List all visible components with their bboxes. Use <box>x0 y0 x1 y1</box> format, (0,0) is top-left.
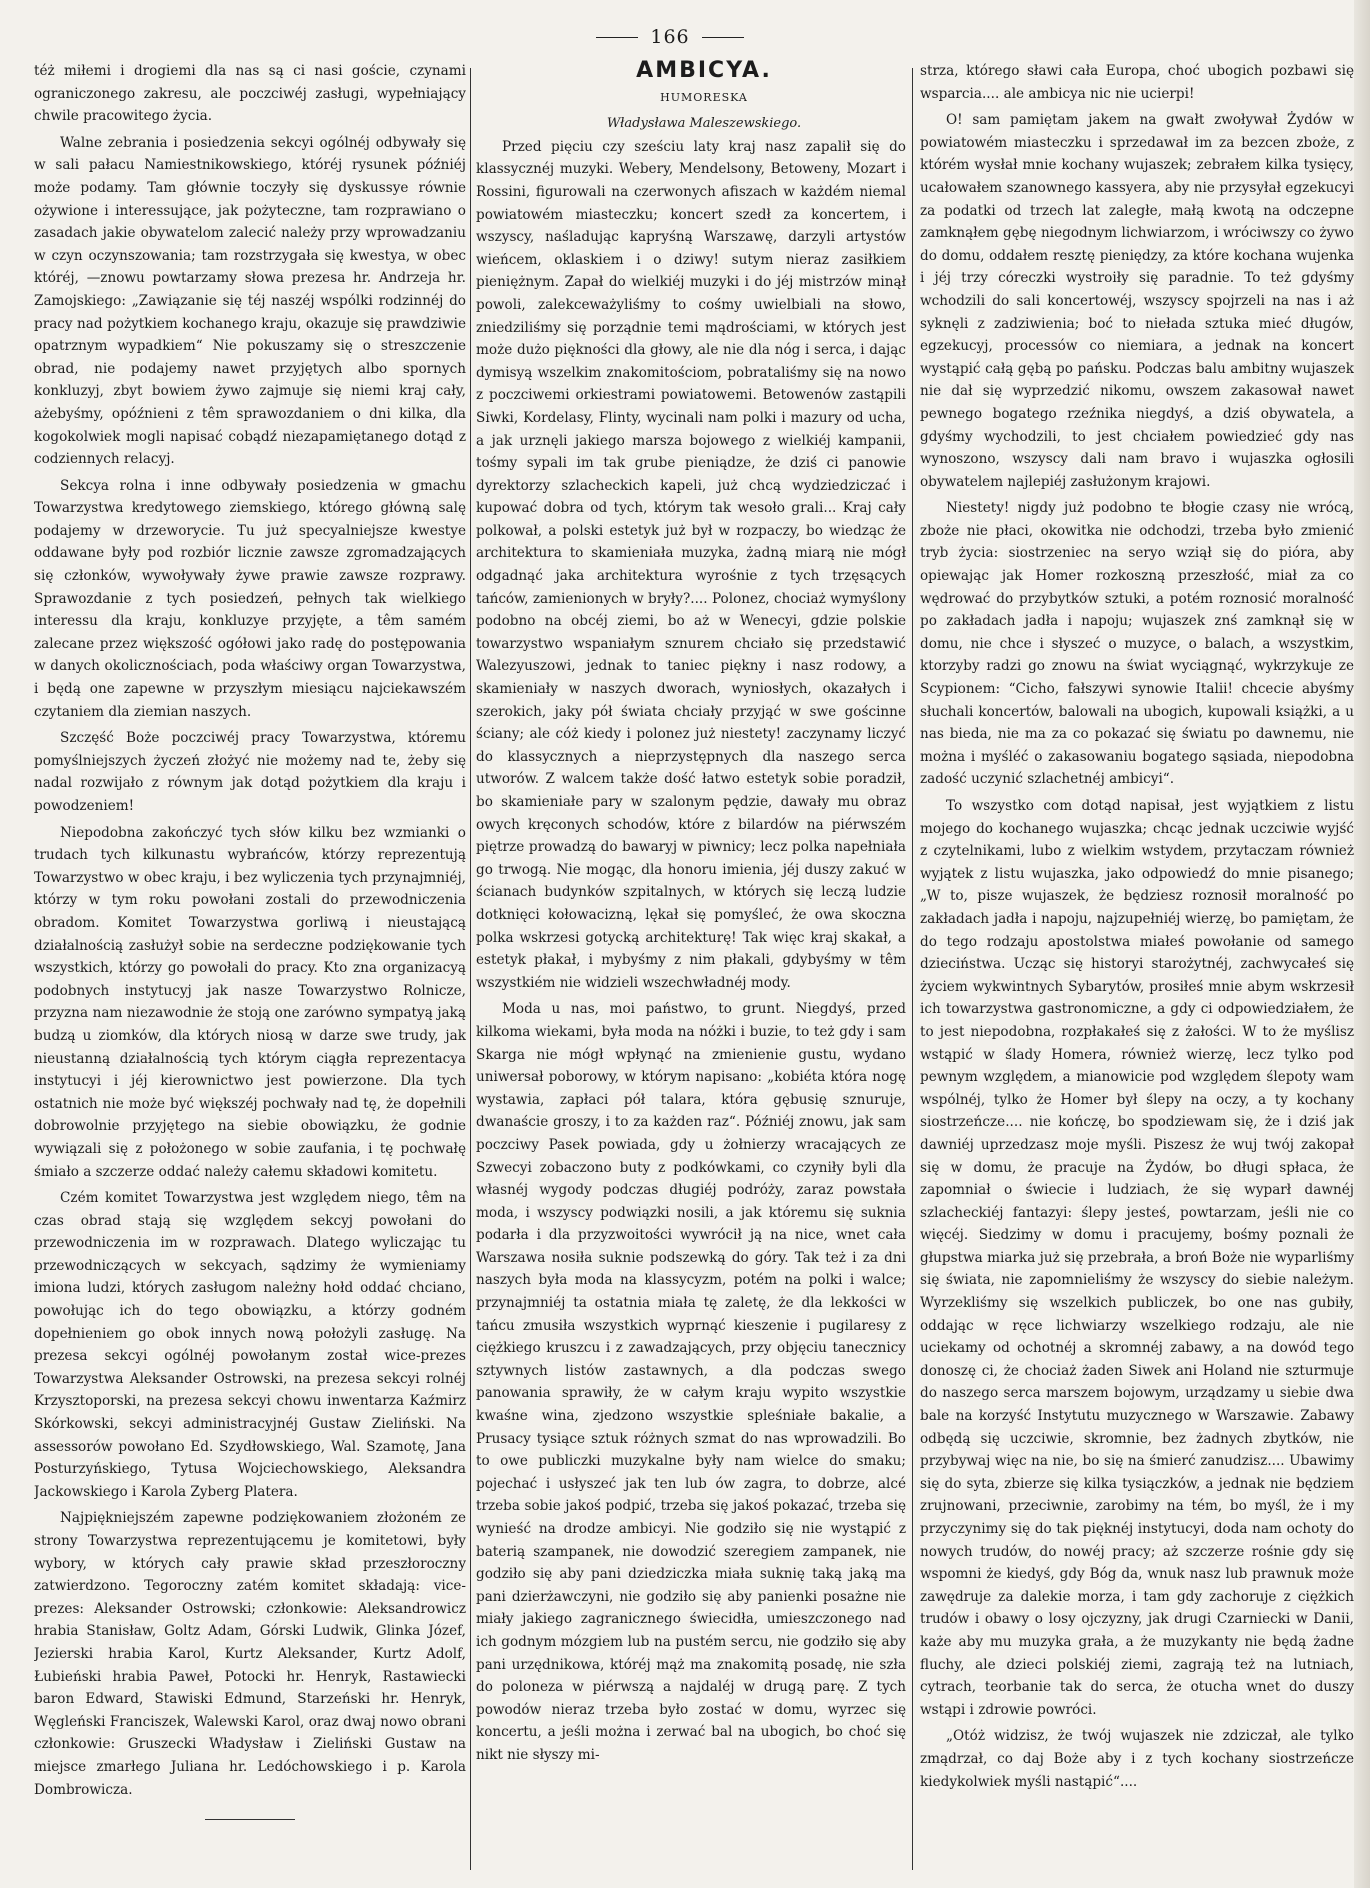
paragraph: Walne zebrania i posiedzenia sekcyi ogólnéj odbywały się w sali pałacu Namiestnikowskiego, któréj rysunek późniéj może podamy. Tam głównie toczyły się dyskussye równie ożywione i interessujące, jak pożyteczne, tam rozprawiano o zasadach jakie obywatelom zalecić należy przy wprowadzaniu w czyn oczynszowania; tam rozstrzygała się kwestya, w obec któréj, —znowu powtarzamy słowa prezesa hr. Andrzeja hr. Zamojskiego: „Zawiązanie się téj naszéj wspólki rodzinnéj do pracy nad pożytkiem kochanego kraju, okazuje się prawdziwie opatrznym wypadkiem“ Nie pokuszamy się o streszczenie obrad, nie podajemy nawet przyjętych albo spornych konkluzyj, zbyt bowiem żywo zajmuje się niemi kraj cały, ażebyśmy, opóźnieni z têm sprawozdaniem o dni kilka, dla kogokolwiek mogli napisać cobądź niezapamiętanego dotąd z codziennych relacyj. <box>34 134 466 468</box>
column-middle <box>476 60 906 1868</box>
paragraph: Niestety! nigdy już podobno te błogie czasy nie wrócą, zboże nie płaci, okowitka nie odchodzi, trzeba było zmienić tryb życia: siostrzeniec na seryo wziął się do pióra, aby opiewając jak Homer rozkoszną przeszłość, miał za co wędrować do przybytków sztuki, a potém roznosić moralność po zakładach jadła i napoju; wujaszek znś zamknął się w domu, nie chce i słyszeć o muzyce, o balach, a wszystkim, ktorzyby radzi go znowu na świat wyciągnąć, wykrzykuje ze Scypionem: “Cicho, fałszywi synowie Italii! chcecie abyśmy słuchali koncertów, balowali na ubogich, kupowali książki, a u nas bieda, nie ma za co pokazać się światu po dawnemu, nie można i myśléć o zakasowaniu bogatego sąsiada, niepodobna zadość uczynić szlachetnéj ambicyi“. <box>920 500 1354 788</box>
paragraph: Sekcya rolna i inne odbywały posiedzenia w gmachu Towarzystwa kredytowego ziemskiego, którego główną salę podajemy w drzeworycie. Tu już specyalniejsze kwestye oddawane były pod rozbiór licznie zawsze zgromadzających się członków, wywoływały żywe prawie zawsze rozprawy. Sprawozdanie z tych posiedzeń, pełnych tak wielkiego interessu dla kraju, konkluzye przyjęte, a têm samém zalecane przez większość ogółowi jako radę do postępowania w danych okolicznościach, poda właściwy organ Towarzystwa, i będą one zapewne w przyszłym miesiącu najciekawszém czytaniem dla ziemian naszych. <box>34 477 466 720</box>
column-divider <box>470 68 471 1870</box>
paragraph: Najpiękniejszém zapewne podziękowaniem złożoném ze strony Towarzystwa reprezentującemu je komitetowi, były wybory, w których cały prawie skład przeszłoroczny zatwierdzono. Tegoroczny zatém komitet składają: vice-prezes: Aleksander Ostrowski; członkowie: Aleksandrowicz hrabia Stanisław, Goltz Adam, Górski Ludwik, Glinka Józef, Jezierski hrabia Karol, Kurtz Aleksander, Kurtz Adolf, Łubieński hrabia Paweł, Potocki hr. Henryk, Rastawiecki baron Edward, Stawiski Edmund, Starzeński hr. Henryk, Węgleński Franciszek, Walewski Karol, oraz dwaj nowo obrani członkowie: Gruszecki Władysław i Zieliński Gustaw na miejsce zmarłego Juliana hr. Ledóchowskiego i p. Karola Dombrowicza. <box>34 1510 466 1798</box>
column-left <box>34 60 466 1868</box>
paragraph: Czém komitet Towarzystwa jest względem niego, têm na czas obrad stają się względem sekcyj powołani do przewodniczenia im w rozprawach. Dlatego wyliczając tu przewodniczących w sekcyach, sądzimy że wymieniamy imiona ludzi, których zasługom należny hołd oddać chciano, powołując ich do tego obowiązku, a którzy godném dopełnieniem go obok innych nową położyli zasługę. Na prezesa sekcyi ogólnéj powołanym został wice-prezes Towarzystwa Aleksander Ostrowski, na prezesa sekcyi rolnéj Krzysztoporski, na prezesa sekcyi chowu inwentarza Kaźmirz Skórkowski, sekcyi administracyjnéj Gustaw Zieliński. Na assessorów powołano Ed. Szydłowskiego, Wal. Szamotę, Jana Posturzyńskiego, Tytusa Wojciechowskiego, Aleksandra Jackowskiego i Karola Zyberg Platera. <box>34 1190 466 1500</box>
article-subtitle: HUMORESKA <box>660 90 748 104</box>
paragraph: téż miłemi i drogiemi dla nas są ci nasi goście, czynami ograniczonego zakresu, ale poczciwéj zasługi, wypełniający chwile pracowitego życia. <box>34 63 466 125</box>
page-edge <box>1354 0 1370 1888</box>
paragraph: Niepodobna zakończyć tych słów kilku bez wzmianki o trudach tych kilkunastu wybrańców, którzy reprezentują Towarzystwo w obec kraju, i bez wyliczenia tych przynajmniéj, którzy w tym roku powołani zostali do przewodniczenia obradom. Komitet Towarzystwa gorliwą i nieustającą działalnością zasłużył sobie na serdeczne podziękowanie tych wszystkich, którzy go powołali do pracy. Kto zna organizacyą podobnych instytucyj jak nasze Towarzystwo Rolnicze, przyzna nam niezawodnie że stoją one zarówno sympatyą jaką budzą u ziomków, dla których niosą w darze swe trudy, jak nieustanną działalnością tych którym ciągła reprezentacya instytucyi i jéj kierownictwo jest powierzone. Dla tych ostatnich nie może być większéj pochwały nad tę, że dopełnili dobrowolnie przyjętego na siebie obowiązku, że godnie wywiązali się z położonego w sobie zaufania, i tę pochwałę śmiało a szczerze oddać należy całemu składowi komitetu. <box>34 824 466 1180</box>
article-title: AMBICYA. <box>636 60 772 83</box>
paragraph: „Otóż widzisz, że twój wujaszek nie zdziczał, ale tylko zmądrzał, co daj Boże aby i z tych kochany siostrzeńcze kiedykolwiek myśli nastąpić“.... <box>920 1728 1354 1790</box>
page-number-row <box>560 22 780 52</box>
paragraph: strza, którego sławi cała Europa, choć ubogich pozbawi się wsparcia.... ale ambicya nic nie ucierpi! <box>920 63 1354 102</box>
paragraph: O! sam pamiętam jakem na gwałt zwoływał Żydów w powiatowém miasteczku i sprzedawał im za bezcen zboże, z którém wysłał mnie kochany wujaszek; zebrałem kilka tysięcy, ucałowałem szanownego kassyera, aby nie przysyłał egzekucyi za podatki od trzech lat zaległe, małą kwotą na odczepne zamknąłem gębę niegodnym lichwiarzom, i wróciwszy co żywo do domu, oddałem resztę pieniędzy, za które kochana wujenka i jéj trzy córeczki wystroiły się paradnie. To też gdyśmy wchodzili do sali koncertowéj, wszyscy spojrzeli na nas i aż syknęli z zadziwienia; boć to niełada sztuka mieć długów, egzekucyj, processów co niemiara, a jednak na koncert wystąpić całą gębą po pańsku. Podczas balu ambitny wujaszek nie dał się wyprzedzić nikomu, owszem zakasował nawet pewnego bogatego rzeźnika niegdyś, a dziś obywatela, a gdyśmy wychodzili, to jest chciałem powiedzieć gdy nas wynoszono, wszyscy dali nam bravo i wujaszka ogłosili obywatelem najlepiéj zasłużonym krajowi. <box>920 112 1354 490</box>
page-number-rule-right <box>702 37 744 38</box>
end-rule <box>205 1819 295 1820</box>
page-number: 166 <box>650 26 690 48</box>
page-number-rule-left <box>596 37 638 38</box>
column-divider <box>912 68 913 1870</box>
paragraph: Moda u nas, moi państwo, to grunt. Niegdyś, przed kilkoma wiekami, była moda na nóżki i buzie, to też gdy i sam Skarga nie mógł wpłynąć na zmienienie gustu, wydano uniwersał poborowy, w którym napisano: „kobiéta która nogę wystawia, zapłaci pół talara, która gębusię sznuruje, dwanaście groszy, i to za każden raz“. Późniéj znowu, jak sam poczciwy Pasek powiada, gdy u żołnierzy wracających ze Szwecyi zobaczono buty z podkówkami, co czyniły byli dla własnéj wygody podczas długiéj podróży, zaraz powstała moda, i wszyscy podwiązki nosili, a jak któremu się suknia podarła i dla przyzwoitości wywrócił ją na nice, wnet cała Warszawa nosiła suknie podszewką do góry. Tak też i za dni naszych była moda na klassycyzm, potém na polki i walce; przynajmniéj ta ostatnia miała tę zaletę, że dla lekkości w tańcu zmusiła wszystkich wyprnąć kieszenie i pugilaresy z ciężkiego kruszcu i z zawadzających, przy objęciu tanecznicy sztywnych listów zastawnych, a dla podczas swego panowania sprawiły, że w całym kraju wypito wszystkie kwaśne wina, zjedzono wszystkie spleśniałe bakalie, a Prusacy tysiące sztuk różnych szmat do nas wprowadzili. Bo to owe publiczki muzykalne były nam wielce do smaku; pojechać i usłyszeć jak ten lub ów zagra, to dobrze, alcé trzeba sobie jakoś podpić, trzeba się jakoś pokazać, trzeba się wynieść na drodze ambicyi. Nie godziło się nie wystąpić z baterią szampanek, nie dowodzić szeregiem zampanek, nie godziło się aby pani dziedziczka miała suknię taką jaką ma pani dzierżawczyni, nie godziło się aby panienki posażne nie miały jakiego zagranicznego świecidła, umieszczonego nad ich godnym mózgiem lub na pustém sercu, nie godziło się aby pani urzędnikowa, któréj mąż ma znakomitą posadę, nie szła do poloneza w piérwszą a najdaléj w drugą parę. Z tych powodów nieraz trzeba było zostać w domu, wyrzec się koncertu, a jeśli można i zerwać bal na ubogich, bo choć się nikt nie słyszy mi- <box>476 1001 906 1763</box>
paragraph: To wszystko com dotąd napisał, jest wyjątkiem z listu mojego do kochanego wujaszka; chcąc jednak uczciwie wyjść z czytelnikami, lubo z wielkim wstydem, przytaczam również wyjątek z listu wujaszka, jako odpowiedź do mnie pisanego; „W to, pisze wujaszek, że będziesz roznosił moralność po zakładach jadła i napoju, najzupełniéj wierzę, bo pamiętam, że do tego rodzaju apostolstwa miałeś powołanie od samego dzieciństwa. Ucząc się historyi starożytnéj, zachwycałeś się życiem wykwintnych Sybarytów, prosiłeś mnie abym wskrzesił ich towarzystwa gastronomiczne, a gdy ci odpowiedziałem, że to jest niepodobna, rozpłakałeś się z żałości. W to że myślisz wstąpić w ślady Homera, również wierzę, lecz tylko pod pewnym względem, a mianowicie pod względem ślepoty wam wspólnéj, tylko że Homer był ślepy na oczy, a ty kochany siostrzeńcze.... nie kończę, bo spodziewam się, że i dziś jak dawniéj uprzedzasz moje myśli. Piszesz że wuj twój zakopał się w domu, że pracuje na Żydów, bo długi spłaca, że zapomniał o świecie i ludziach, że się wyparł dawnéj szlacheckiéj fantazyi: ślepy jesteś, powtarzam, jeśli nie co więcéj. Siedzimy w domu i pracujemy, bośmy poznali że głupstwa miarka już się przebrała, a broń Boże nie wyparliśmy się świata, nie zapomnieliśmy że wszyscy do siebie należym. Wyrzekliśmy się wszelkich publiczek, bo one nas gubiły, oddając w ręce lichwiarzy wszelkiego rodzaju, ale nie uciekamy od ochotnéj a skromnéj zabawy, a na dowód tego donoszę ci, że chociaż żaden Siwek ani Holand nie szturmuje do naszego serca marszem bojowym, urządzamy u siebie dwa bale na korzyść Instytutu muzycznego w Warszawie. Zabawy odbędą się uczciwie, skromnie, bez żadnych zbytków, nie przybywaj więc na nie, bo się na śmierć zanudzisz.... Ubawimy się do syta, zbierze się kilka tysiączków, a jednak nie będziem zrujnowani, przeciwnie, zarobimy na tém, bo myśl, że i my przyczynimy się do tak pięknéj instytucyi, doda nam ochoty do nowych trudów, do nowéj pracy; aż szczerze rośnie gdy się wspomni że kiedyś, gdy Bóg da, wnuk nasz lub prawnuk może zawędruje za dalekie morza, i tam gdy zachoruje z ciężkich trudów i obawy o losy ojczyzny, jak drugi Czarniecki w Danii, każe aby mu muzyka grała, a że muzykanty nie będą żadne fluchy, ale dzieci polskiéj ziemi, zagrają też na lutniach, cytrach, teorbanie tak do serca, że otucha wnet do duszy wstąpi i zdrowie powróci. <box>920 798 1354 1718</box>
paragraph: Szczęść Boże poczciwéj pracy Towarzystwa, któremu pomyślniejszych życzeń złożyć nie możemy nad te, żeby się nadal rozwijało z równym jak dotąd pożytkiem dla kraju i powodzeniem! <box>34 730 466 814</box>
column-right <box>920 60 1354 1868</box>
paragraph: Przed pięciu czy sześciu laty kraj nasz zapalił się do klassycznéj muzyki. Webery, Mendelsony, Betoweny, Mozart i Rossini, figurowali na czerwonych afiszach w każdém niemal powiatowém miasteczku; koncert szedł za koncertem, i wszyscy, naśladując kapryśną Warszawę, darzyli artystów wieńcem, oklaskiem i o dziwy! sutym nieraz zasiłkiem pieniężnym. Zapał do wielkiéj muzyki i do jéj mistrzów minął powoli, zalekceważyliśmy to cośmy uwielbiali na słowo, zniedziliśmy się porządnie temi mądrościami, w których jest może dużo piękności dla głowy, ale nie dla nóg i serca, i dając dymisyą wszelkim znakomitościom, pobrataliśmy się na nowo z poczciwemi orkiestrami powiatowemi. Betowenów zastąpili Siwki, Kordelasy, Flinty, wycinali nam polki i mazury od ucha, a jak urznęli jakiego marsza bojowego z wielkiéj kampanii, tośmy sypali im tak grube pieniądze, że dziś ci panowie dyrektorzy szlacheckich kapeli, już chcą wydziedziczać i kupować dobra od tych, którym tak wesoło grali... Kraj cały polkował, a polski estetyk już był w rozpaczy, bo wiedząc że architektura to skamieniała muzyka, żadną miarą nie mógł odgadnąć jaka architektura wyrośnie z tych trzęsących tańców, zamienionych w bryły?.... Polonez, chociaż wymyślony podobno na obcéj ziemi, bo aż w Wenecyi, gdzie polskie towarzystwo wspaniałym sznurem chciało się przedstawić Walezyuszowi, jednak to taniec piękny i nasz rodowy, a skamieniały w naszych dworach, wyniosłych, okazałych i szerokich, jaky pół świata chciały przyjąć w swe gościnne ściany; ale cóż kiedy i polonez już niestety! zaczynamy liczyć do klassycznych a nieprzystępnych dla naszego serca utworów. Z walcem także dość łatwo estetyk sobie poradził, bo skamieniałe pary w szalonym pędzie, dawały mu obraz owych kręconych schodów, które z bilardów na piérwszém piętrze prowadzą do bawaryj w piwnicy; lecz polka napełniała go trwogą. Nie mogąc, dla honoru imienia, jéj duszy zakuć w ścianach budynków szpitalnych, w których się leczą ludzie dotknięci kołowacizną, lękał się pomyśleć, że owa skoczna polka wskrzesi gotycką architekturę! Tak więc kraj skakał, a estetyk płakał, i mybyśmy z nim płakali, gdybyśmy w têm wszystkiém nie widzieli wszechwładnéj mody. <box>476 138 906 991</box>
article-author: Władysława Maleszewskiego. <box>606 116 802 132</box>
